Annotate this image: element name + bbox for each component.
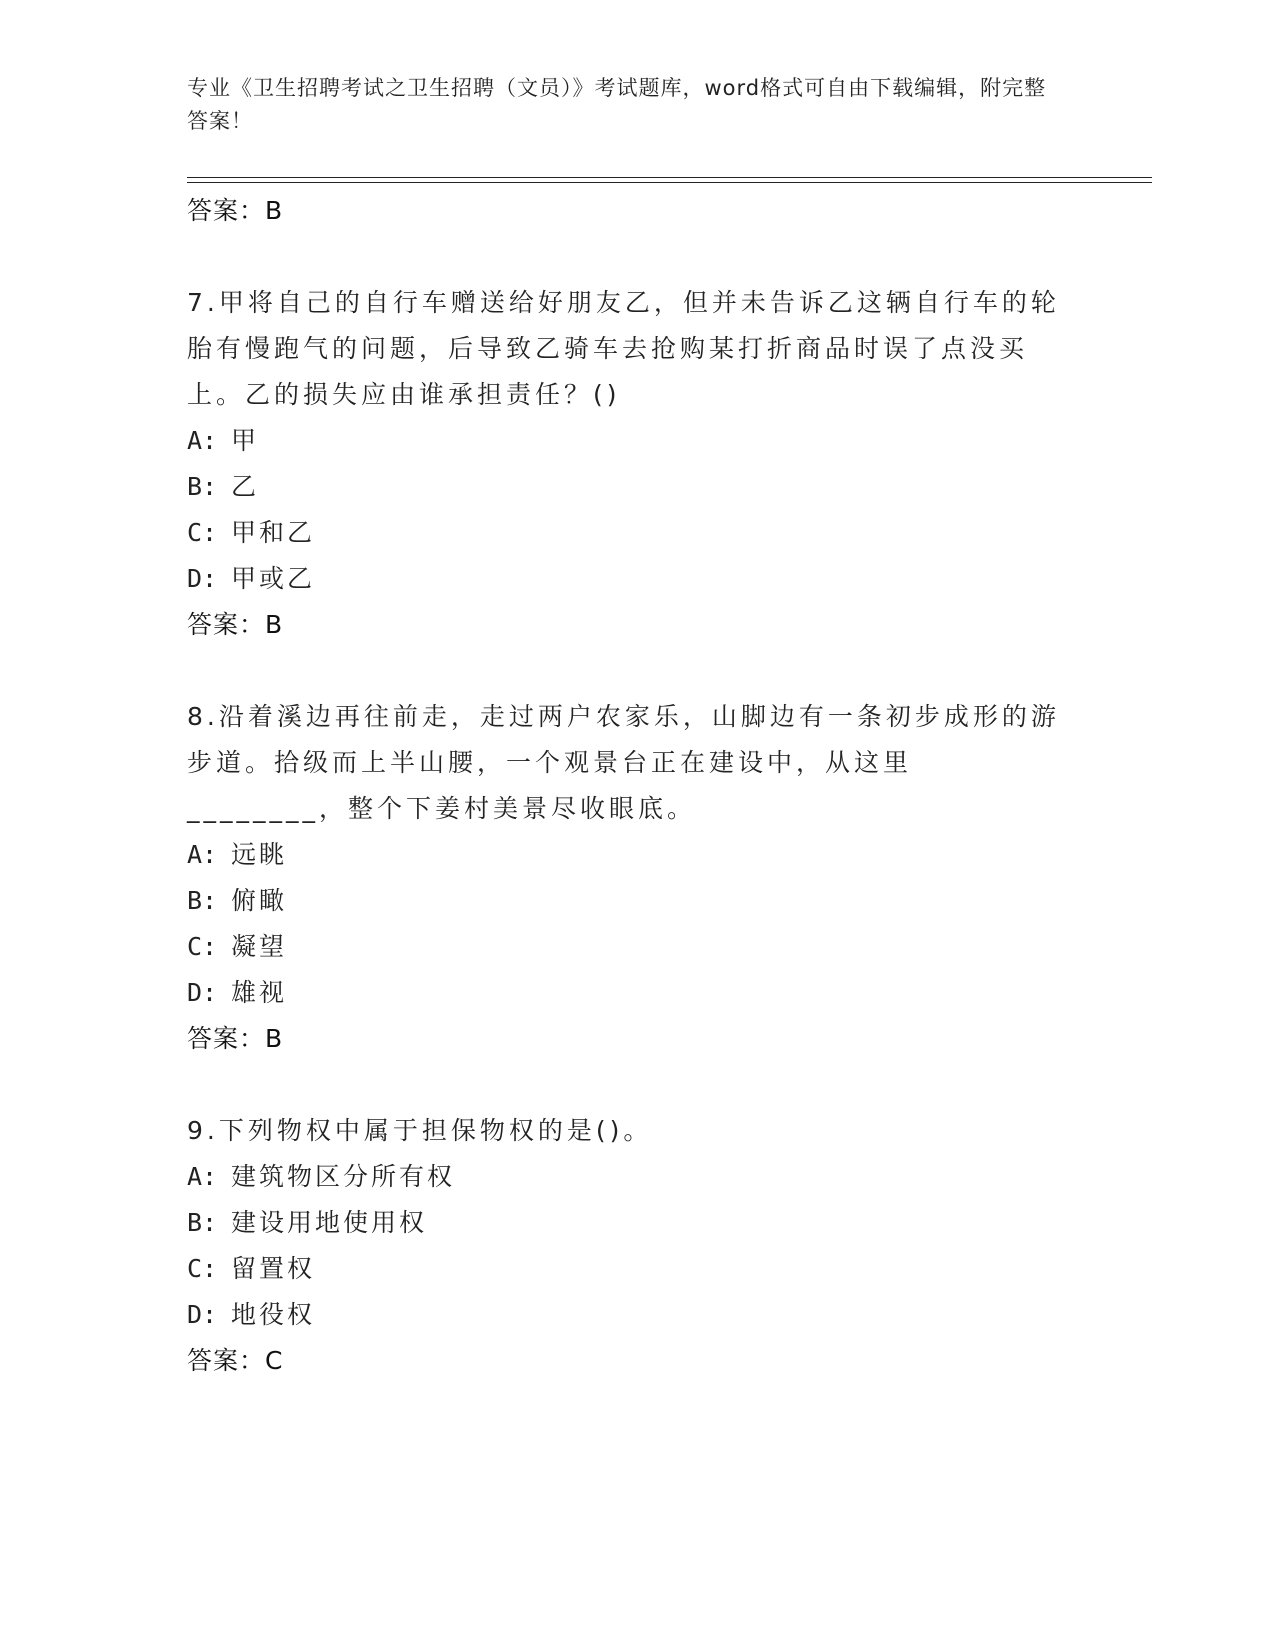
answer-line: 答案：B xyxy=(187,1024,284,1053)
option-text: 留置权 xyxy=(231,1254,316,1283)
option-text: 俯瞰 xyxy=(231,886,288,915)
option-label: C: xyxy=(187,932,218,961)
question-text: 7.甲将自己的自行车赠送给好朋友乙，但并未告诉乙这辆自行车的轮胎有慢跑气的问题，后导致乙骑车去抢购某打折商品时误了点没买上。乙的损失应由谁承担责任？() xyxy=(187,288,1060,409)
option-label: B: xyxy=(187,472,218,501)
question-block xyxy=(187,1108,1067,1384)
option-text: 甲和乙 xyxy=(231,518,316,547)
option-text: 凝望 xyxy=(231,932,288,961)
header-rule-bottom xyxy=(187,182,1152,183)
option-text: 建设用地使用权 xyxy=(231,1208,428,1237)
question-block xyxy=(187,694,1067,1062)
option-c xyxy=(187,924,1067,970)
question-text: 9.下列物权中属于担保物权的是()。 xyxy=(187,1116,653,1145)
option-text: 乙 xyxy=(231,472,260,501)
option-a xyxy=(187,418,1067,464)
option-label: C: xyxy=(187,518,218,547)
option-text: 甲或乙 xyxy=(231,564,316,593)
option-d xyxy=(187,556,1067,602)
option-a xyxy=(187,832,1067,878)
option-label: D: xyxy=(187,978,218,1007)
option-b xyxy=(187,464,1067,510)
option-text: 地役权 xyxy=(231,1300,316,1329)
header-rule-top xyxy=(187,177,1152,178)
option-text: 雄视 xyxy=(231,978,288,1007)
option-c xyxy=(187,510,1067,556)
option-label: A: xyxy=(187,426,218,455)
option-c xyxy=(187,1246,1067,1292)
option-a xyxy=(187,1154,1067,1200)
option-label: D: xyxy=(187,1300,218,1329)
option-label: A: xyxy=(187,840,218,869)
answer-line: 答案：C xyxy=(187,1346,284,1375)
option-label: A: xyxy=(187,1162,218,1191)
option-d xyxy=(187,1292,1067,1338)
option-b xyxy=(187,1200,1067,1246)
option-b xyxy=(187,878,1067,924)
option-label: B: xyxy=(187,886,218,915)
option-d xyxy=(187,970,1067,1016)
answer-line: 答案：B xyxy=(187,610,284,639)
question-text: 8.沿着溪边再往前走，走过两户农家乐，山脚边有一条初步成形的游步道。拾级而上半山腰，一个观景台正在建设中，从这里________，整个下姜村美景尽收眼底。 xyxy=(187,702,1060,823)
question-block xyxy=(187,280,1067,648)
option-text: 建筑物区分所有权 xyxy=(231,1162,456,1191)
option-label: D: xyxy=(187,564,218,593)
option-label: C: xyxy=(187,1254,218,1283)
option-text: 甲 xyxy=(231,426,260,455)
option-label: B: xyxy=(187,1208,218,1237)
question-list xyxy=(187,188,1067,1384)
answer-line: 答案：B xyxy=(187,196,284,225)
page-header: 专业《卫生招聘考试之卫生招聘（文员）》考试题库，word格式可自由下载编辑，附完整答案！ xyxy=(187,76,1047,133)
option-text: 远眺 xyxy=(231,840,288,869)
